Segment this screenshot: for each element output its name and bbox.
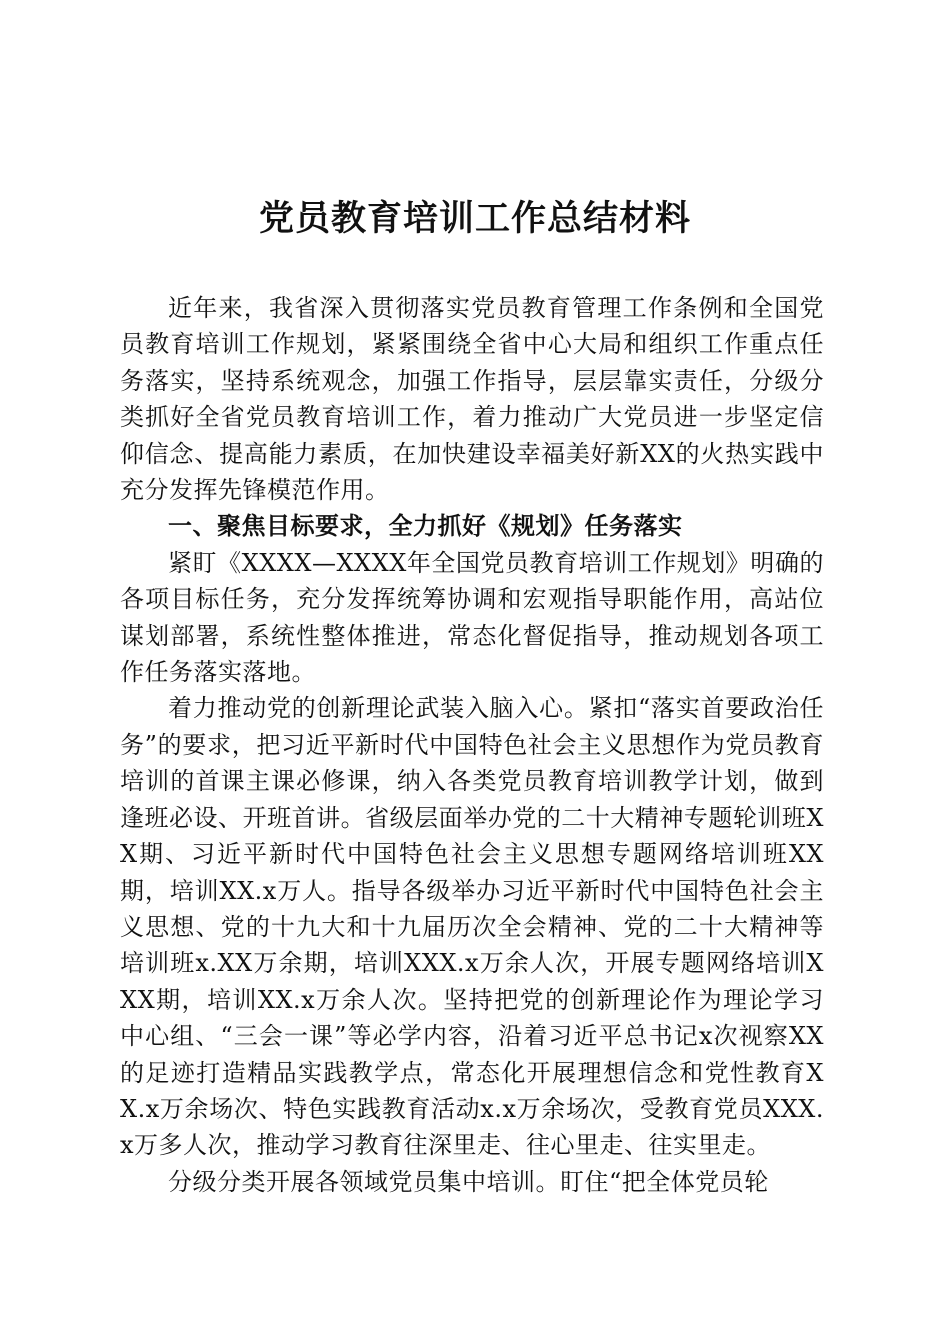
paragraph-theory-study: 着力推动党的创新理论武装入脑入心。紧扣“落实首要政治任务”的要求，把习近平新时代中国特色社会主义思想作为党员教育培训的首课主课必修课，纳入各类党员教育培训教学计划，做到逢班必设、开班首讲。省级层面举办党的二十大精神专题轮训班XX期、习近平新时代中国特色社会主义思想专题网络培训班XX期，培训XX.x万人。指导各级举办习近平新时代中国特色社会主义思想、党的十九大和十九届历次全会精神、党的二十大精神等培训班x.XX万余期，培训XXX.x万余人次，开展专题网络培训XXX期，培训XX.x万余人次。坚持把党的创新理论作为理论学习中心组、“三会一课”等必学内容，沿着习近平总书记x次视察XX的足迹打造精品实践教学点，常态化开展理想信念和党性教育XX.x万余场次、特色实践教育活动x.x万余场次，受教育党员XXX.x万多人次，推动学习教育往深里走、往心里走、往实里走。 xyxy=(120,694,824,1160)
document-body xyxy=(120,290,824,1200)
paragraph-section1-overview: 紧盯《XXXX—XXXX年全国党员教育培训工作规划》明确的各项目标任务，充分发挥统筹协调和宏观指导职能作用，高站位谋划部署，系统性整体推进，常态化督促指导，推动规划各项工作任务落实落地。 xyxy=(120,548,824,687)
paragraph-intro: 近年来，我省深入贯彻落实党员教育管理工作条例和全国党员教育培训工作规划，紧紧围绕全省中心大局和组织工作重点任务落实，坚持系统观念，加强工作指导，层层靠实责任，分级分类抓好全省党员教育培训工作，着力推动广大党员进一步坚定信仰信念、提高能力素质，在加快建设幸福美好新XX的火热实践中充分发挥先锋模范作用。 xyxy=(120,294,824,505)
paragraph-tiered-training: 分级分类开展各领域党员集中培训。盯住“把全体党员轮 xyxy=(168,1167,769,1196)
document-title: 党员教育培训工作总结材料 xyxy=(258,198,691,239)
section-heading-1: 一、聚焦目标要求，全力抓好《规划》任务落实 xyxy=(168,512,683,541)
